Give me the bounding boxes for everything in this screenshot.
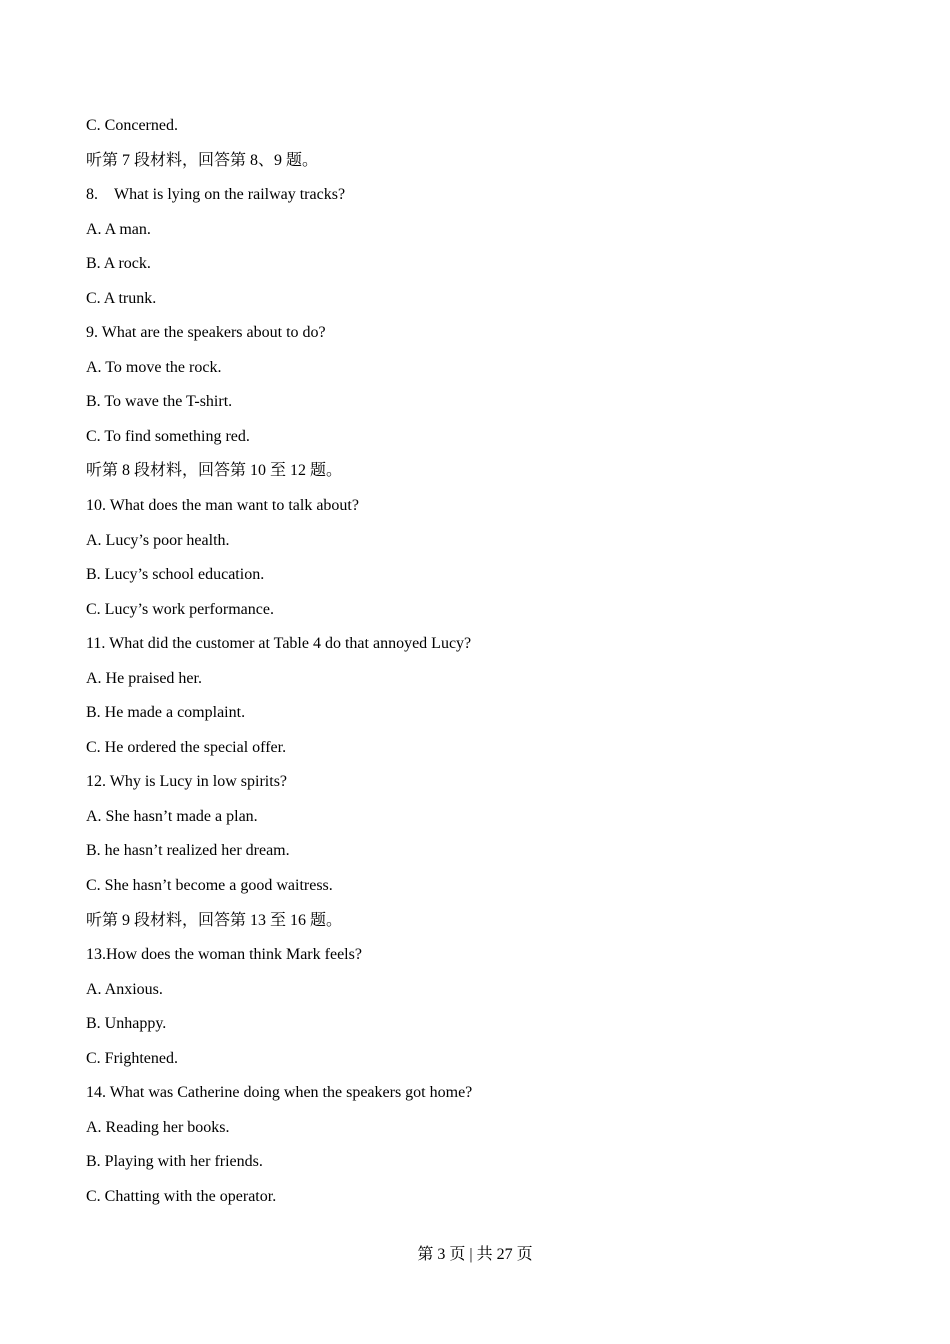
answer-option: C. She hasn’t become a good waitress.: [86, 877, 333, 895]
answer-option: B. Lucy’s school education.: [86, 566, 265, 584]
section-instruction: 听第 9 段材料，回答第 13 至 16 题。: [86, 911, 343, 929]
question: 11. What did the customer at Table 4 do that annoyed Lucy?: [86, 635, 472, 653]
answer-option: A. Lucy’s poor health.: [86, 531, 230, 549]
question: 10. What does the man want to talk about?: [86, 497, 359, 515]
answer-option: C. Lucy’s work performance.: [86, 600, 274, 618]
question: 13.How does the woman think Mark feels?: [86, 946, 362, 964]
answer-option: A. Reading her books.: [86, 1118, 230, 1136]
answer-option: B. A rock.: [86, 255, 151, 273]
answer-option: A. To move the rock.: [86, 358, 222, 376]
answer-option: C. A trunk.: [86, 289, 157, 307]
question: 12. Why is Lucy in low spirits?: [86, 773, 288, 791]
answer-option: A. She hasn’t made a plan.: [86, 807, 258, 825]
section-instruction: 听第 8 段材料，回答第 10 至 12 题。: [86, 462, 343, 480]
answer-option: C. Concerned.: [86, 117, 178, 134]
answer-option: B. To wave the T-shirt.: [86, 393, 233, 411]
document-body: [86, 114, 866, 1220]
page-footer: 第 3 页 | 共 27 页: [417, 1246, 533, 1263]
question: 9. What are the speakers about to do?: [86, 324, 326, 342]
answer-option: A. Anxious.: [86, 980, 163, 998]
answer-option: B. Unhappy.: [86, 1015, 167, 1033]
answer-option: B. he hasn’t realized her dream.: [86, 842, 290, 860]
question: 14. What was Catherine doing when the speakers got home?: [86, 1084, 473, 1102]
answer-option: C. Frightened.: [86, 1049, 178, 1067]
answer-option: C. To find something red.: [86, 427, 250, 445]
answer-option: B. Playing with her friends.: [86, 1153, 263, 1171]
answer-option: A. He praised her.: [86, 669, 202, 687]
question: 8. What is lying on the railway tracks?: [86, 186, 346, 204]
answer-option: C. He ordered the special offer.: [86, 738, 287, 756]
section-instruction: 听第 7 段材料，回答第 8、9 题。: [86, 151, 319, 169]
answer-option: B. He made a complaint.: [86, 704, 246, 722]
answer-option: A. A man.: [86, 220, 151, 238]
answer-option: C. Chatting with the operator.: [86, 1187, 277, 1205]
